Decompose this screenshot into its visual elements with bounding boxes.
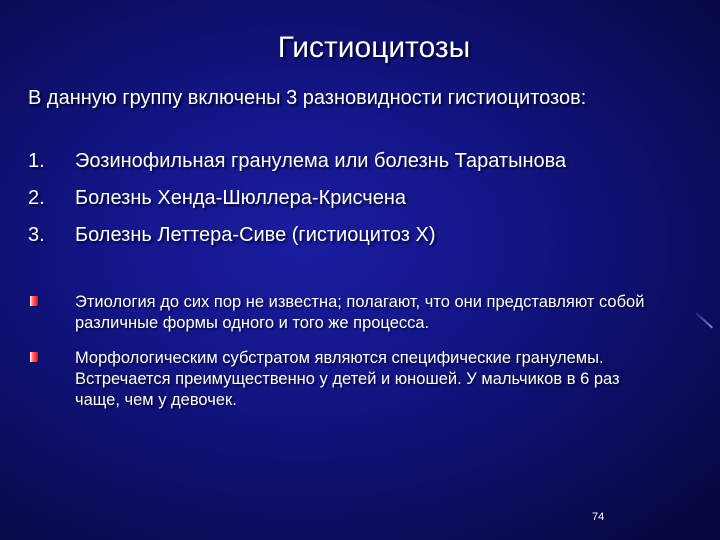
- square-bullet-icon: [30, 352, 38, 362]
- intro-paragraph: В данную группу включены 3 разновидности гистиоцитозов:: [28, 87, 587, 109]
- square-bullet-icon: [30, 296, 38, 306]
- bullet-item: [28, 348, 668, 411]
- item-text: Эозинофильная гранулема или болезнь Таратынова: [75, 150, 567, 172]
- bullet-text: Морфологическим субстратом являются специфические гранулемы. Встречается преимущественно у детей и юношей. У мальчиков в 6 раз чаще, чем у девочек.: [75, 349, 620, 409]
- item-number: 3.: [28, 224, 45, 246]
- item-text: Болезнь Хенда-Шюллера-Крисчена: [75, 187, 407, 209]
- bullet-text: Этиология до сих пор не известна; полагают, что они представляют собой различные формы одного и того же процесса.: [75, 293, 645, 332]
- decorative-line: [695, 312, 713, 328]
- intro-text: [28, 80, 698, 117]
- numbered-item: [28, 180, 698, 217]
- slide-title: Гистиоцитозы: [277, 31, 471, 64]
- page-number: 74: [592, 511, 605, 523]
- numbered-item: [28, 217, 698, 254]
- item-text: Болезнь Леттера-Сиве (гистиоцитоз Х): [75, 224, 436, 246]
- item-number: 1.: [28, 150, 45, 172]
- numbered-item: [28, 143, 698, 180]
- item-number: 2.: [28, 187, 45, 209]
- bullet-item: [28, 292, 668, 334]
- bullet-list: [28, 292, 668, 425]
- numbered-list: [28, 143, 698, 254]
